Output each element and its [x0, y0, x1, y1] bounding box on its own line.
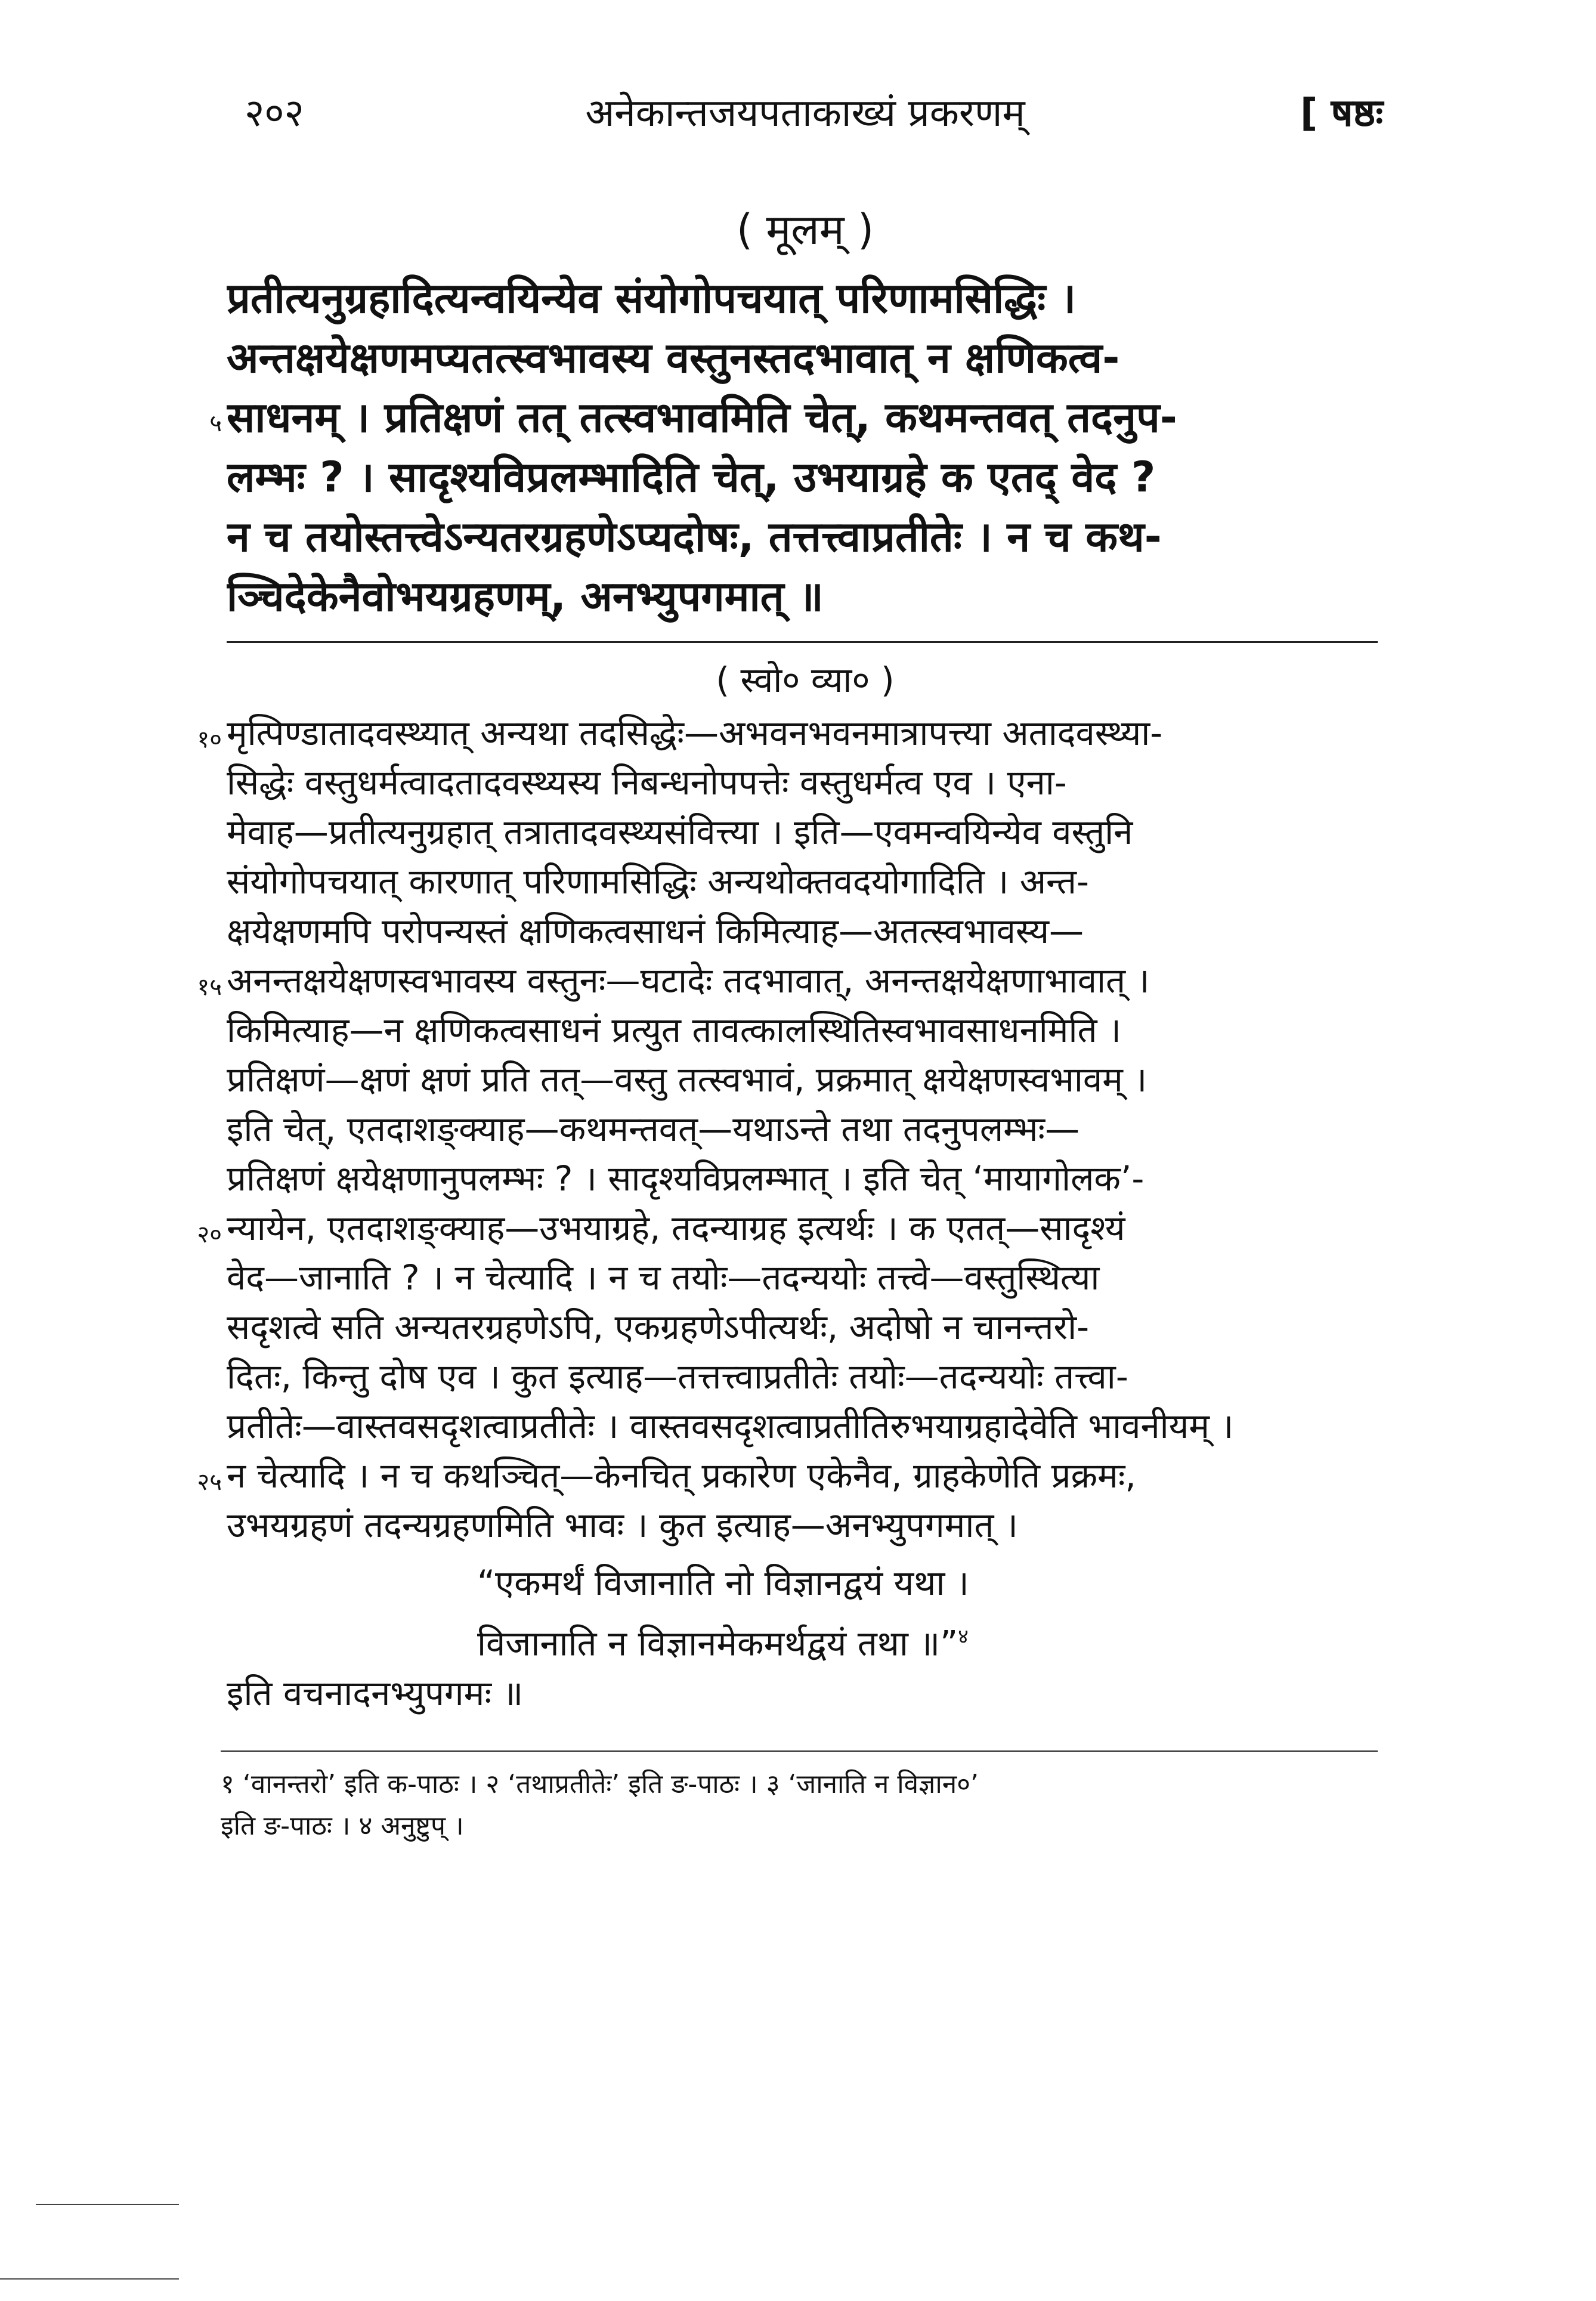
- commentary-line-17: उभयग्रहणं तदन्यग्रहणमिति भावः । कुत इत्याह—अनभ्युपगमात् ।: [227, 1505, 1018, 1545]
- commentary-line-7: किमित्याह—न क्षणिकत्वसाधनं प्रत्युत तावत्कालस्थितिस्वभावसाधनमिति ।: [227, 1010, 1121, 1050]
- scan-mark-line: [36, 2204, 179, 2205]
- line-number-20: २०: [197, 1221, 222, 1248]
- commentary-line-13: सदृशत्वे सति अन्यतरग्रहणेऽपि, एकग्रहणेऽपीत्यर्थः, अदोषो न चानन्तरो-: [227, 1307, 1090, 1347]
- verse-line-2-text: विजानाति न विज्ञानमेकमर्थद्वयं तथा ॥”: [477, 1623, 958, 1664]
- verse-after: इति वचनादनभ्युपगमः ॥: [227, 1673, 524, 1714]
- line-number-10: १०: [197, 726, 222, 753]
- section-marker: [ षष्ठः: [1300, 91, 1384, 135]
- mula-heading: ( मूलम् ): [736, 205, 874, 254]
- mula-line-1: प्रतीत्यनुग्रहादित्यन्वयिन्येव संयोगोपचयात् परिणामसिद्धिः ।: [227, 274, 1077, 323]
- mula-line-number-5: ५: [209, 410, 222, 437]
- commentary-line-5: क्षयेक्षणमपि परोपन्यस्तं क्षणिकत्वसाधनं किमित्याह—अतत्स्वभावस्य—: [227, 911, 1084, 951]
- verse-line-2: [477, 1613, 1312, 1666]
- mula-line-2: अन्तक्षयेक्षणमप्यतत्स्वभावस्य वस्तुनस्तदभावात् न क्षणिकत्व-: [227, 333, 1120, 382]
- mula-rule: [227, 641, 1378, 643]
- verse-footnote-marker: ४: [958, 1625, 969, 1649]
- commentary-line-10: प्रतिक्षणं क्षयेक्षणानुपलम्भः ? । सादृश्यविप्रलम्भात् । इति चेत् ‘मायागोलक’-: [227, 1158, 1145, 1199]
- running-title: अनेकान्तजयपताकाख्यं प्रकरणम्: [585, 91, 1025, 135]
- commentary-heading: ( स्वो० व्या० ): [716, 660, 895, 700]
- commentary-line-8: प्रतिक्षणं—क्षणं क्षणं प्रति तत्—वस्तु तत्स्वभावं, प्रक्रमात् क्षयेक्षणस्वभावम् ।: [227, 1059, 1147, 1100]
- commentary-line-11: न्यायेन, एतदाशङ्क्याह—उभयाग्रहे, तदन्याग्रह इत्यर्थः । क एतत्—सादृश्यं: [227, 1208, 1125, 1248]
- page-number: २०२: [245, 91, 304, 135]
- scan-mark-line-bottom: [0, 2278, 179, 2280]
- line-number-25: २५: [197, 1468, 222, 1496]
- commentary-line-1: मृत्पिण्डातादवस्थ्यात् अन्यथा तदसिद्धेः—अभवनभवनमात्रापत्त्या अतादवस्थ्या-: [227, 713, 1163, 753]
- mula-line-5: न च तयोस्तत्त्वेऽन्यतरग्रहणेऽप्यदोषः, तत्तत्त्वाप्रतीतेः । न च कथ-: [227, 512, 1162, 561]
- footnote-rule: [221, 1751, 1378, 1752]
- verse-line-1: “एकमर्थं विजानाति नो विज्ञानद्वयं यथा ।: [477, 1563, 969, 1603]
- commentary-line-4: संयोगोपचयात् कारणात् परिणामसिद्धिः अन्यथोक्तवदयोगादिति । अन्त-: [227, 861, 1089, 902]
- line-number-15: १५: [197, 973, 222, 1001]
- mula-line-4: लम्भः ? । सादृश्यविप्रलम्भादिति चेत्, उभयाग्रहे क एतद् वेद ?: [227, 453, 1156, 502]
- commentary-line-9: इति चेत्, एतदाशङ्क्याह—कथमन्तवत्—यथाऽन्ते तथा तदनुपलम्भः—: [227, 1109, 1080, 1149]
- commentary-line-6: अनन्तक्षयेक्षणस्वभावस्य वस्तुनः—घटादेः तदभावात्, अनन्तक्षयेक्षणाभावात् ।: [227, 960, 1150, 1001]
- commentary-line-16: न चेत्यादि । न च कथञ्चित्—केनचित् प्रकारेण एकेनैव, ग्राहकेणेति प्रक्रमः,: [227, 1455, 1136, 1496]
- mula-line-6: ञ्चिदेकेनैवोभयग्रहणम्, अनभ्युपगमात् ॥: [227, 572, 824, 621]
- footnote-line-2: इति ङ-पाठः । ४ अनुष्टुप् ।: [221, 1811, 464, 1841]
- commentary-line-14: दितः, किन्तु दोष एव । कुत इत्याह—तत्तत्त्वाप्रतीतेः तयोः—तदन्ययोः तत्त्वा-: [227, 1356, 1128, 1397]
- commentary-line-15: प्रतीतेः—वास्तवसदृशत्वाप्रतीतेः । वास्तवसदृशत्वाप्रतीतिरुभयाग्रहादेवेति भावनीयम् ।: [227, 1406, 1234, 1446]
- commentary-line-12: वेद—जानाति ? । न चेत्यादि । न च तयोः—तदन्ययोः तत्त्वे—वस्तुस्थित्या: [227, 1257, 1100, 1298]
- mula-line-3: साधनम् । प्रतिक्षणं तत् तत्स्वभावमिति चेत्, कथमन्तवत् तदनुप-: [227, 393, 1177, 442]
- commentary-line-2: सिद्धेः वस्तुधर्मत्वादतादवस्थ्यस्य निबन्धनोपपत्तेः वस्तुधर्मत्व एव । एना-: [227, 762, 1067, 803]
- footnote-line-1: १ ‘वानन्तरो’ इति क-पाठः । २ ‘तथाप्रतीतेः’ इति ङ-पाठः । ३ ‘जानाति न विज्ञान०’: [221, 1769, 979, 1799]
- commentary-line-3: मेवाह—प्रतीत्यनुग्रहात् तत्रातादवस्थ्यसंवित्त्या । इति—एवमन्वयिन्येव वस्तुनि: [227, 812, 1133, 852]
